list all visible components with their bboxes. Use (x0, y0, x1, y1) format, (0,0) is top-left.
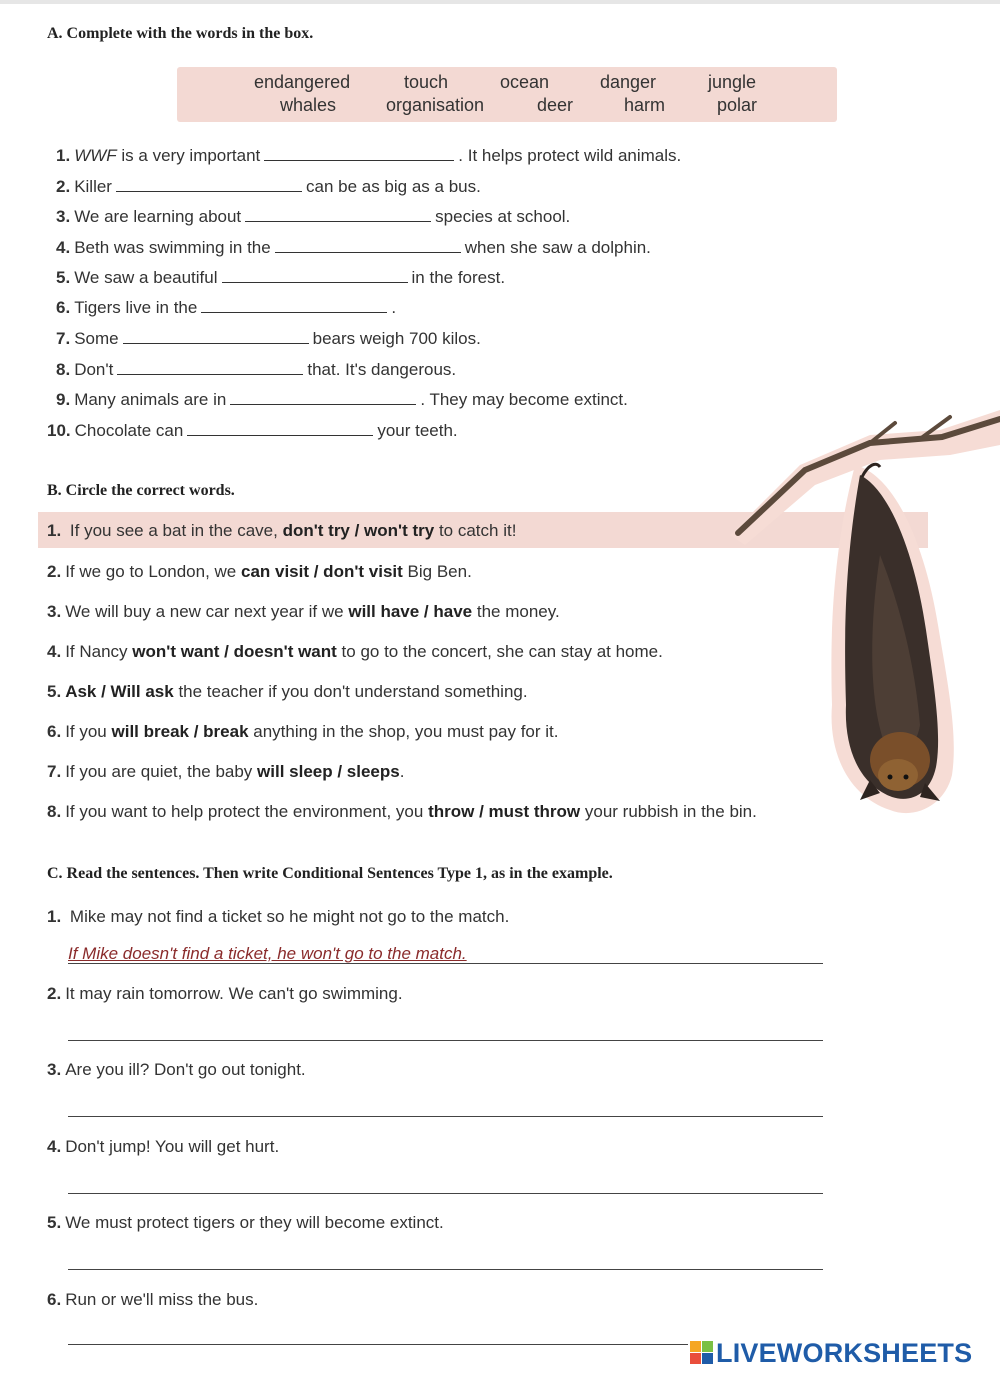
fill-blank[interactable] (245, 207, 431, 222)
answer-line[interactable] (68, 963, 823, 964)
choice-options[interactable]: can visit / don't visit (240, 562, 403, 581)
section-c-item: 3. Are you ill? Don't go out tonight. (47, 1060, 306, 1079)
section-b-item: 2. If we go to London, we can visit / don't visit Big Ben. (47, 562, 472, 581)
example-answer: If Mike doesn't find a ticket, he won't go to the match. (68, 944, 467, 963)
section-b-item: 3. We will buy a new car next year if we will have / have the money. (47, 602, 560, 621)
section-b-item: 6. If you will break / break anything in the shop, you must pay for it. (47, 722, 559, 741)
section-c-item: 4. Don't jump! You will get hurt. (47, 1137, 280, 1156)
answer-line[interactable] (68, 1269, 823, 1270)
word-box-word: danger (600, 72, 657, 92)
section-a-item: 7. Some bears weigh 700 kilos. (56, 329, 481, 348)
section-c-item: 2. It may rain tomorrow. We can't go swimming. (47, 984, 403, 1003)
liveworksheets-logo-text: LIVEWORKSHEETS (716, 1337, 973, 1368)
word-box-word: harm (624, 95, 666, 115)
section-a-item: 2. Killer can be as big as a bus. (56, 177, 481, 196)
top-border (0, 0, 1000, 4)
section-c-item: 6. Run or we'll miss the bus. (47, 1290, 259, 1309)
section-c-item: 1. Mike may not find a ticket so he might not go to the match. (47, 907, 510, 926)
fill-blank[interactable] (123, 329, 309, 344)
choice-options[interactable]: will have / have (348, 602, 473, 621)
section-a-item: 1. WWF is a very important . It helps protect wild animals. (56, 146, 682, 165)
fill-blank[interactable] (222, 268, 408, 283)
choice-options[interactable]: throw / must throw (428, 802, 581, 821)
liveworksheets-logo (690, 1336, 972, 1370)
choice-options[interactable]: won't want / doesn't want (132, 642, 337, 661)
word-box-word: endangered (254, 72, 351, 92)
word-box-word: deer (537, 95, 574, 115)
bat-illustration (720, 405, 1000, 825)
choice-options[interactable]: will break / break (111, 722, 249, 741)
word-box-word: organisation (386, 95, 485, 115)
section-b-item: 8. If you want to help protect the environment, you throw / must throw your rubbish in the bin. (47, 802, 757, 821)
word-box-word: touch (404, 72, 449, 92)
word-box-word: ocean (500, 72, 550, 92)
fill-blank[interactable] (230, 390, 416, 405)
answer-line[interactable] (68, 1344, 688, 1345)
section-a-item: 5. We saw a beautiful in the forest. (56, 268, 506, 287)
fill-blank[interactable] (187, 421, 373, 436)
choice-options[interactable]: don't try / won't try (282, 521, 435, 540)
word-box-word: whales (280, 95, 337, 115)
section-a-item: 4. Beth was swimming in the when she saw a dolphin. (56, 238, 651, 257)
section-a-item: 3. We are learning about species at school. (56, 207, 571, 226)
fill-blank[interactable] (201, 298, 387, 313)
section-a-item: 9. Many animals are in . They may become extinct. (56, 390, 628, 409)
choice-options[interactable]: will sleep / sleeps (257, 762, 400, 781)
answer-line[interactable] (68, 1116, 823, 1117)
section-b-item: 1. If you see a bat in the cave, don't try / won't try to catch it! (47, 521, 517, 540)
choice-options[interactable]: Ask / Will ask (65, 682, 174, 701)
section-a-item: 10. Chocolate can your teeth. (47, 421, 458, 440)
word-box (177, 67, 837, 122)
answer-line[interactable] (68, 1040, 823, 1041)
fill-blank[interactable] (264, 146, 454, 161)
section-b-item: 4. If Nancy won't want / doesn't want to go to the concert, she can stay at home. (47, 642, 663, 661)
fill-blank[interactable] (116, 177, 302, 192)
section-c-heading: C. Read the sentences. Then write Conditional Sentences Type 1, as in the example. (47, 865, 613, 882)
section-b-item: 7. If you are quiet, the baby will sleep / sleeps. (47, 762, 405, 781)
section-a-heading: A. Complete with the words in the box. (47, 25, 314, 42)
section-b-item: 5. Ask / Will ask the teacher if you don't understand something. (47, 682, 528, 701)
section-c-item: 5. We must protect tigers or they will become extinct. (47, 1213, 444, 1232)
word-box-word: polar (717, 95, 758, 115)
section-a-item: 8. Don't that. It's dangerous. (56, 360, 457, 379)
section-b-heading: B. Circle the correct words. (47, 482, 235, 499)
fill-blank[interactable] (275, 238, 461, 253)
section-a-item: 6. Tigers live in the . (56, 298, 397, 317)
word-box-word: jungle (708, 72, 757, 92)
liveworksheets-logo-icon (690, 1341, 714, 1365)
fill-blank[interactable] (117, 360, 303, 375)
answer-line[interactable] (68, 1193, 823, 1194)
